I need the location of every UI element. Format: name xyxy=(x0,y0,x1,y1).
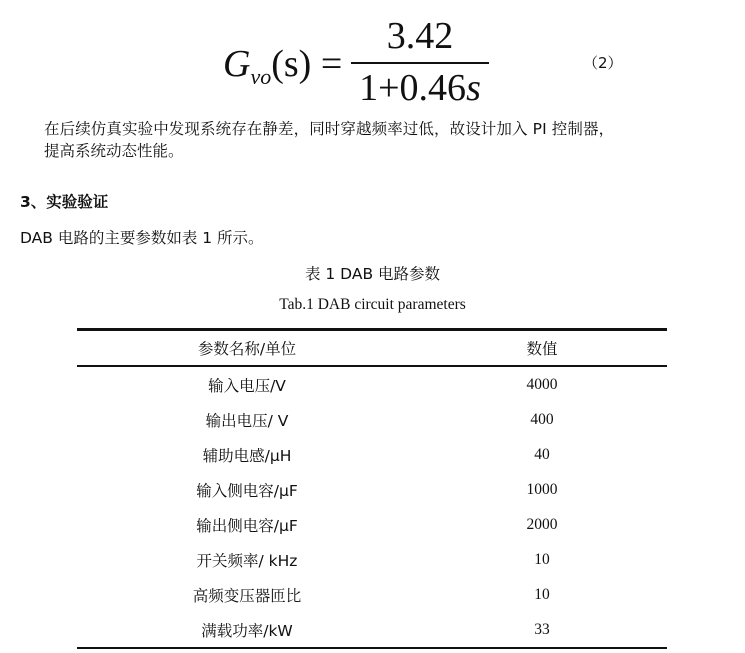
equation-lhs xyxy=(223,42,342,90)
table-header-row xyxy=(77,330,667,367)
equation-lhs-subscript: vo xyxy=(250,64,272,89)
param-value-cell: 40 xyxy=(534,445,550,463)
parameters-table xyxy=(77,328,667,649)
table-row xyxy=(77,437,667,472)
param-name-cell: 高频变压器匝比 xyxy=(192,586,302,605)
param-value-cell: 10 xyxy=(534,585,550,603)
paragraph-line-1: 在后续仿真实验中发现系统存在静差，同时穿越频率过低，故设计加入 PI 控制器， xyxy=(44,120,615,138)
param-name-cell: 输出侧电容/μF xyxy=(196,516,298,535)
table-caption-chinese: 表 1 DAB 电路参数 xyxy=(304,265,441,283)
table-row xyxy=(77,542,667,577)
param-value-cell: 400 xyxy=(530,410,554,428)
param-name-cell: 输入电压/V xyxy=(208,376,286,395)
equation-number: （2） xyxy=(583,54,623,72)
equation-denominator xyxy=(351,66,489,110)
param-value-cell: 1000 xyxy=(526,480,558,498)
section-intro: DAB 电路的主要参数如表 1 所示。 xyxy=(20,229,264,247)
param-name-cell: 满载功率/kW xyxy=(77,612,417,648)
table-row xyxy=(77,577,667,612)
param-name-cell: 输出电压/ V xyxy=(205,411,289,430)
table-row xyxy=(77,366,667,402)
param-value-cell: 2000 xyxy=(526,515,558,533)
header-param-name: 参数名称/单位 xyxy=(77,330,417,367)
fraction-bar xyxy=(351,62,489,64)
param-name-cell: 输入侧电容/μF xyxy=(196,481,298,500)
paragraph-line-2: 提高系统动态性能。 xyxy=(44,142,184,160)
table-row xyxy=(77,507,667,542)
equation-denominator-constant: 1+0.46 xyxy=(359,67,467,109)
param-value-cell: 33 xyxy=(417,612,667,648)
param-value-cell: 10 xyxy=(534,550,550,568)
table-row xyxy=(77,402,667,437)
table-row xyxy=(77,612,667,648)
table-caption-english: Tab.1 DAB circuit parameters xyxy=(279,296,466,313)
equation-fraction xyxy=(351,14,489,110)
equation-numerator: 3.42 xyxy=(386,15,454,57)
equation-lhs-base: G xyxy=(223,43,251,85)
header-value: 数值 xyxy=(417,330,667,367)
transfer-function-equation xyxy=(223,14,523,109)
equation-lhs-rest: (s) = xyxy=(271,43,343,85)
equation-denominator-variable: s xyxy=(466,67,481,109)
body-paragraph xyxy=(0,118,745,162)
param-name-cell: 开关频率/ kHz xyxy=(196,551,298,570)
param-value-cell: 4000 xyxy=(526,375,558,393)
param-name-cell: 辅助电感/μH xyxy=(202,446,292,465)
section-heading: 3、实验验证 xyxy=(20,193,109,211)
table-row xyxy=(77,472,667,507)
